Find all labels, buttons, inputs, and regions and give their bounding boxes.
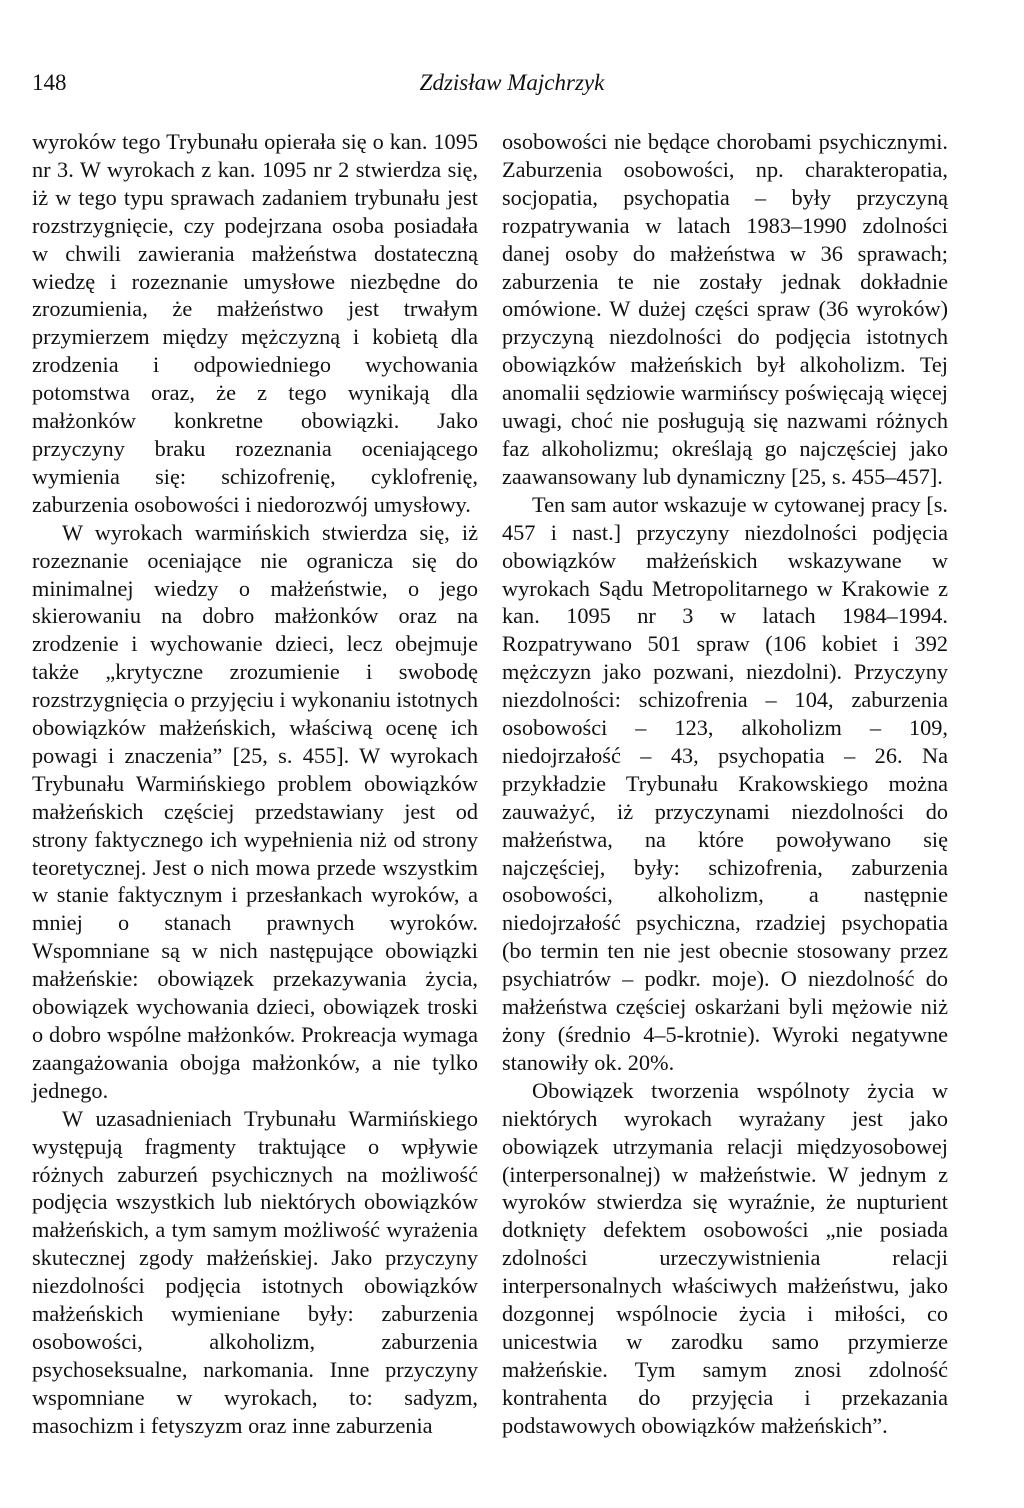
paragraph: wyroków tego Trybunału opierała się o kan. 1095 nr 3. W wyrokach z kan. 1095 nr 2 stwierdza się, iż w tego typu sprawach zadaniem trybunału jest rozstrzygnięcie, czy podejrzana osoba posiadała w chwili zawierania małżeństwa dostateczną wiedzę i rozeznanie umysłowe niezbędne do zrozumienia, że małżeństwo jest trwałym przymierzem między mężczyzną i kobietą dla zrodzenia i odpowiedniego wychowania potomstwa oraz, że z tego wynikają dla małżonków konkretne obowiązki. Jako przyczyny braku rozeznania oceniającego wymienia się: schizofrenię, cyklofrenię, zaburzenia osobowości i niedorozwój umysłowy. <box>32 129 478 517</box>
paragraph: Obowiązek tworzenia wspólnoty życia w niektórych wyrokach wyrażany jest jako obowiązek utrzymania relacji międzyosobowej (interpersonalnej) w małżeństwie. W jednym z wyroków stwierdza się wyraźnie, że nupturient dotknięty defektem osobowości „nie posiada zdolności urzeczywistnienia relacji interpersonalnych właściwych małżeństwu, jako dozgonnej wspólnocie życia i miłości, co unicestwia w zarodku samo przymierze małżeńskie. Tym samym znosi zdolność kontrahenta do przyjęcia i przekazania podstawowych obowiązków małżeńskich”. <box>502 1077 948 1438</box>
left-column <box>32 128 478 1440</box>
running-title: Zdzisław Majchrzyk <box>419 70 605 95</box>
right-column <box>502 128 948 1440</box>
paragraph: W wyrokach warmińskich stwierdza się, iż rozeznanie oceniające nie ogranicza się do minimalnej wiedzy o małżeństwie, o jego skierowaniu na dobro małżonków oraz na zrodzenie i wychowanie dzieci, lecz obejmuje także „krytyczne zrozumienie i swobodę rozstrzygnięcia o przyjęciu i wykonaniu istotnych obowiązków małżeńskich, właściwą ocenę ich powagi i znaczenia” [25, s. 455]. W wyrokach Trybunału Warmińskiego problem obowiązków małżeńskich częściej przedstawiany jest od strony faktycznego ich wypełnienia niż od strony teoretycznej. Jest o nich mowa przede wszystkim w stanie faktycznym i przesłankach wyroków, a mniej o stanach prawnych wyroków. Wspomniane są w nich następujące obowiązki małżeńskie: obowiązek przekazywania życia, obowiązek wychowania dzieci, obowiązek troski o dobro wspólne małżonków. Prokreacja wymaga zaangażowania obojga małżonków, a nie tylko jednego. <box>32 519 478 1103</box>
paragraph: osobowości nie będące chorobami psychicznymi. Zaburzenia osobowości, np. charakteropatia, socjopatia, psychopatia – były przyczyną rozpatrywania w latach 1983–1990 zdolności danej osoby do małżeństwa w 36 sprawach; zaburzenia te nie zostały jednak dokładnie omówione. W dużej części spraw (36 wyroków) przyczyną niezdolności do podjęcia istotnych obowiązków małżeńskich był alkoholizm. Tej anomalii sędziowie warmińscy poświęcają więcej uwagi, choć nie posługują się nazwami różnych faz alkoholizmu; określają go najczęściej jako zaawansowany lub dynamiczny [25, s. 455–457]. <box>502 129 948 489</box>
page-number: 148 <box>32 70 67 95</box>
paragraph: W uzasadnieniach Trybunału Warmińskiego występują fragmenty traktujące o wpływie różnych zaburzeń psychicznych na możliwość podjęcia wszystkich lub niektórych obowiązków małżeńskich, a tym samym możliwość wyrażenia skutecznej zgody małżeńskiej. Jako przyczyny niezdolności podjęcia istotnych obowiązków małżeńskich wymieniane były: zaburzenia osobowości, alkoholizm, zaburzenia psychoseksualne, narkomania. Inne przyczyny wspomniane w wyrokach, to: sadyzm, masochizm i fetyszyzm oraz inne zaburzenia <box>32 1105 478 1438</box>
paragraph: Ten sam autor wskazuje w cytowanej pracy [s. 457 i nast.] przyczyny niezdolności podjęcia obowiązków małżeńskich wskazywane w wyrokach Sądu Metropolitarnego w Krakowie z kan. 1095 nr 3 w latach 1984–1994. Rozpatrywano 501 spraw (106 kobiet i 392 mężczyzn jako pozwani, niezdolni). Przyczyny niezdolności: schizofrenia – 104, zaburzenia osobowości – 123, alkoholizm – 109, niedojrzałość – 43, psychopatia – 26. Na przykładzie Trybunału Krakowskiego można zauważyć, iż przyczynami niezdolności do małżeństwa, na które powoływano się najczęściej, były: schizofrenia, zaburzenia osobowości, alkoholizm, a następnie niedojrzałość psychiczna, rzadziej psychopatia (bo termin ten nie jest obecnie stosowany przez psychiatrów – podkr. moje). O niezdolność do małżeństwa częściej oskarżani byli mężowie niż żony (średnio 4–5-krotnie). Wyroki negatywne stanowiły ok. 20%. <box>502 491 948 1075</box>
